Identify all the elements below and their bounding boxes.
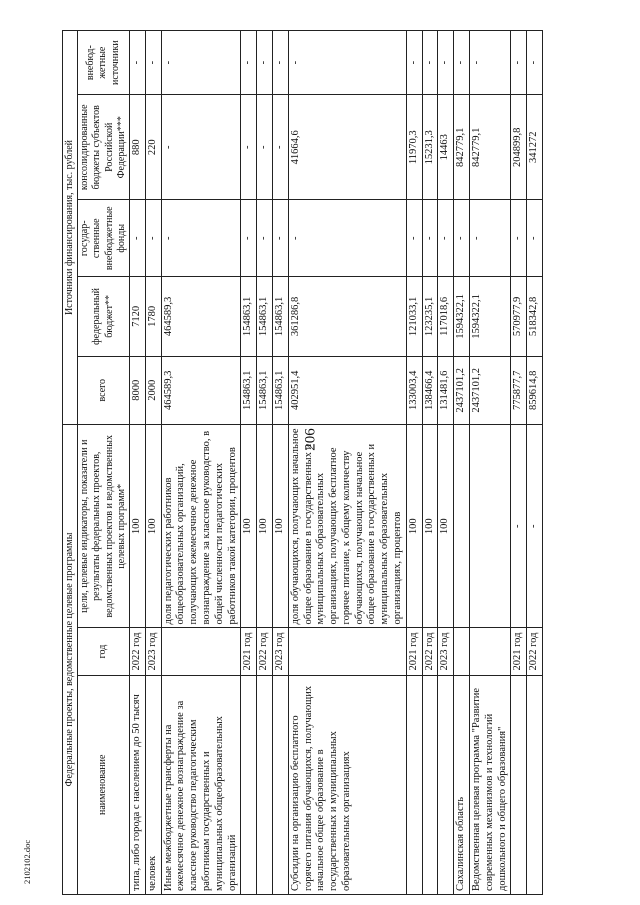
row-federal: 154863,1 <box>257 277 273 356</box>
row-year: 2022 год <box>422 628 438 675</box>
header-sources: Источники финансирования, тыс. рублей <box>63 31 78 425</box>
row-year: 2022 год <box>257 628 273 675</box>
row-regional: - <box>161 95 241 200</box>
row-offbudget: - <box>161 31 241 95</box>
table-row <box>527 31 543 895</box>
row-federal: 121033,1 <box>406 277 422 356</box>
row-offbudget: - <box>470 31 511 95</box>
row-name <box>257 675 273 894</box>
row-state-funds: - <box>288 200 406 277</box>
row-offbudget: - <box>288 31 406 95</box>
row-regional: - <box>272 95 288 200</box>
row-goal: 100 <box>272 425 288 628</box>
row-goal: 100 <box>406 425 422 628</box>
row-state-funds: - <box>257 200 273 277</box>
row-state-funds: - <box>438 200 454 277</box>
row-goal: 100 <box>422 425 438 628</box>
page-number: 206 <box>302 428 319 451</box>
row-year: 2023 год <box>438 628 454 675</box>
row-offbudget: - <box>511 31 527 95</box>
table-row <box>241 31 257 895</box>
row-name <box>241 675 257 894</box>
footer-filename: 2102102.doc <box>22 839 32 884</box>
header-programs: Федеральные проекты, ведомственные целевые программы <box>63 425 78 895</box>
row-goal: 100 <box>257 425 273 628</box>
header-row-columns <box>78 31 130 895</box>
row-total: 154863,1 <box>272 356 288 425</box>
row-total: 154863,1 <box>241 356 257 425</box>
header-federal: федеральный бюджет** <box>78 277 130 356</box>
row-goal: - <box>527 425 543 628</box>
row-state-funds: - <box>422 200 438 277</box>
row-regional: 842779,1 <box>454 95 470 200</box>
row-federal: 154863,1 <box>272 277 288 356</box>
row-offbudget: - <box>406 31 422 95</box>
row-year: 2023 год <box>145 628 161 675</box>
row-name: человек <box>145 675 161 894</box>
header-goals: цели, целевые индикаторы, показатели и результаты федеральных проектов, ведомственных проектов и ведомственных целевых программ* <box>78 425 130 628</box>
row-goal: - <box>511 425 527 628</box>
row-total: 2437101,2 <box>454 356 470 425</box>
row-year: 2021 год <box>241 628 257 675</box>
header-row-top <box>63 31 78 895</box>
row-year: 2022 год <box>527 628 543 675</box>
row-regional: 220 <box>145 95 161 200</box>
row-state-funds: - <box>511 200 527 277</box>
table-row <box>145 31 161 895</box>
row-name: Сахалинская область <box>454 675 470 894</box>
table-row <box>161 31 241 895</box>
row-state-funds: - <box>241 200 257 277</box>
header-state-funds: государ-ственные внебюджетные фонды <box>78 200 130 277</box>
row-federal: 1594322,1 <box>454 277 470 356</box>
header-total: всего <box>78 356 130 425</box>
row-offbudget: - <box>438 31 454 95</box>
row-offbudget: - <box>454 31 470 95</box>
row-state-funds: - <box>454 200 470 277</box>
row-regional: 15231,3 <box>422 95 438 200</box>
row-goal: 100 <box>129 425 145 628</box>
table-row <box>129 31 145 895</box>
row-total: 859614,8 <box>527 356 543 425</box>
row-name <box>527 675 543 894</box>
header-name: наименование <box>78 675 130 894</box>
row-offbudget: - <box>422 31 438 95</box>
row-goal: 100 <box>145 425 161 628</box>
row-name <box>422 675 438 894</box>
row-year <box>288 628 406 675</box>
row-regional: 11970,3 <box>406 95 422 200</box>
row-total: 133003,4 <box>406 356 422 425</box>
row-federal: 464589,3 <box>161 277 241 356</box>
table-row <box>511 31 527 895</box>
row-total: 464589,3 <box>161 356 241 425</box>
row-federal: 7120 <box>129 277 145 356</box>
row-offbudget: - <box>129 31 145 95</box>
row-goal: 100 <box>241 425 257 628</box>
row-year: 2022 год <box>129 628 145 675</box>
table-row <box>422 31 438 895</box>
row-regional: - <box>257 95 273 200</box>
row-regional: - <box>241 95 257 200</box>
row-year <box>161 628 241 675</box>
row-federal: 154863,1 <box>241 277 257 356</box>
row-name <box>511 675 527 894</box>
table-row <box>288 31 406 895</box>
row-goal: 100 <box>438 425 454 628</box>
row-name: Ведомственная целевая программа "Развитие современных механизмов и технологий дошкольного и общего образования" <box>470 675 511 894</box>
row-offbudget: - <box>145 31 161 95</box>
row-name <box>406 675 422 894</box>
row-goal: доля обучающихся, получающих начальное общее образование в государственных и муниципальных образовательных организациях, получающих бесплатное горячее питание, к общему количеству обучающихся, получающих начальное общее образование в государственных и муниципальных образовательных организациях, процентов <box>288 425 406 628</box>
row-federal: 1594322,1 <box>470 277 511 356</box>
row-name: Иные межбюджетные трансферты на ежемесячное денежное вознаграждение за классное руководство педагогическим работникам государственных и муниципальных общеобразовательных организаций <box>161 675 241 894</box>
row-goal <box>470 425 511 628</box>
row-state-funds: - <box>527 200 543 277</box>
row-offbudget: - <box>527 31 543 95</box>
row-goal: доля педагогических работников общеобразовательных организаций, получающих ежемесячное денежное вознаграждение за классное руководство, в общей численности педагогических работников такой категории, процентов <box>161 425 241 628</box>
row-name: типа, либо города с населением до 50 тысяч <box>129 675 145 894</box>
row-federal: 117018,6 <box>438 277 454 356</box>
row-state-funds: - <box>470 200 511 277</box>
row-total: 138466,4 <box>422 356 438 425</box>
row-state-funds: - <box>129 200 145 277</box>
row-year: 2021 год <box>511 628 527 675</box>
header-offbudget: внебюд-жетные источники <box>78 31 130 95</box>
row-regional: 842779,1 <box>470 95 511 200</box>
row-federal: 570977,9 <box>511 277 527 356</box>
row-regional: 41664,6 <box>288 95 406 200</box>
table-row <box>272 31 288 895</box>
header-regional: консолидированные бюджеты субъектов Российской Федерации*** <box>78 95 130 200</box>
table-row <box>257 31 273 895</box>
row-regional: 204899,8 <box>511 95 527 200</box>
row-total: 402951,4 <box>288 356 406 425</box>
row-name <box>438 675 454 894</box>
row-total: 131481,6 <box>438 356 454 425</box>
row-goal <box>454 425 470 628</box>
row-federal: 518342,8 <box>527 277 543 356</box>
row-offbudget: - <box>272 31 288 95</box>
row-total: 154863,1 <box>257 356 273 425</box>
table-row <box>406 31 422 895</box>
row-year <box>454 628 470 675</box>
row-federal: 123235,1 <box>422 277 438 356</box>
table-body <box>129 31 542 895</box>
row-year <box>470 628 511 675</box>
row-offbudget: - <box>241 31 257 95</box>
row-state-funds: - <box>161 200 241 277</box>
row-year: 2021 год <box>406 628 422 675</box>
row-total: 2437101,2 <box>470 356 511 425</box>
row-total: 2000 <box>145 356 161 425</box>
row-state-funds: - <box>406 200 422 277</box>
row-offbudget: - <box>257 31 273 95</box>
row-regional: 14463 <box>438 95 454 200</box>
table-row <box>454 31 470 895</box>
table-row <box>470 31 511 895</box>
row-name: Субсидии на организацию бесплатного горячего питания обучающихся, получающих начальное общее образование в государственных и муниципальных образовательных организациях <box>288 675 406 894</box>
table-row <box>438 31 454 895</box>
row-regional: 341272 <box>527 95 543 200</box>
row-federal: 1780 <box>145 277 161 356</box>
row-state-funds: - <box>272 200 288 277</box>
header-year: год <box>78 628 130 675</box>
row-total: 8000 <box>129 356 145 425</box>
financing-table <box>62 30 543 895</box>
row-regional: 880 <box>129 95 145 200</box>
row-federal: 361286,8 <box>288 277 406 356</box>
row-year: 2023 год <box>272 628 288 675</box>
row-total: 775877,7 <box>511 356 527 425</box>
row-state-funds: - <box>145 200 161 277</box>
row-name <box>272 675 288 894</box>
rotated-table-container <box>62 30 622 895</box>
